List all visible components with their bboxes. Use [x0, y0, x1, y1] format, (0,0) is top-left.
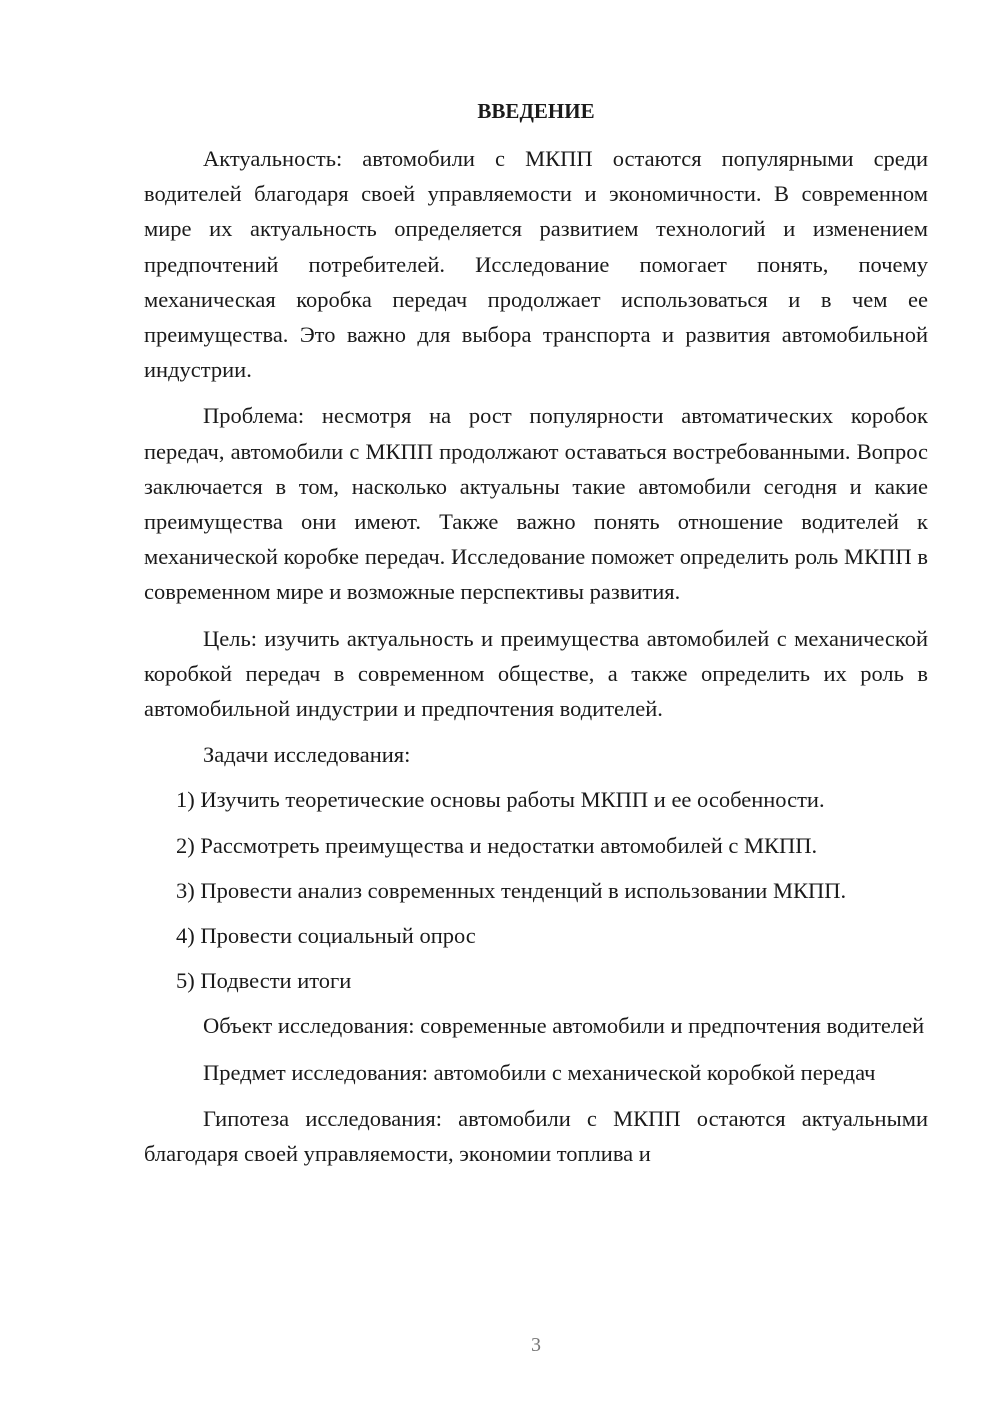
paragraph-object: Объект исследования: современные автомобили и предпочтения водителей [203, 1013, 925, 1039]
page-title: ВВЕДЕНИЕ [477, 99, 595, 123]
task-item: 4) Провести социальный опрос [176, 923, 476, 949]
task-item: 2) Рассмотреть преимущества и недостатки автомобилей с МКПП. [176, 832, 818, 858]
page-number: 3 [531, 1334, 541, 1356]
paragraph-hypothesis: Гипотеза исследования: автомобили с МКПП остаются актуальными благодаря своей управляемости, экономии топлива и [144, 1105, 928, 1167]
paragraph-relevance: Актуальность: автомобили с МКПП остаются популярными среди водителей благодаря своей управляемости и экономичности. В современном мире их актуальность определяется развитием технологий и изменением предпочтений потребителей. Исследование помогает понять, почему механическая коробка передач продолжает использоваться и в чем ее преимущества. Это важно для выбора транспорта и развития автомобильной индустрии. [144, 146, 928, 383]
task-item: 3) Провести анализ современных тенденций в использовании МКПП. [176, 877, 847, 903]
paragraph-subject: Предмет исследования: автомобили с механической коробкой передач [203, 1059, 876, 1085]
paragraph-problem: Проблема: несмотря на рост популярности автоматических коробок передач, автомобили с МКПП продолжают оставаться востребованными. Вопрос заключается в том, насколько актуальны такие автомобили сегодня и какие преимущества они имеют. Также важно понять отношение водителей к механической коробке передач. Исследование поможет определить роль МКПП в современном мире и возможные перспективы развития. [144, 403, 928, 605]
task-item: 5) Подвести итоги [176, 968, 352, 994]
page-content [144, 93, 928, 1182]
tasks-list [144, 782, 928, 998]
tasks-heading: Задачи исследования: [203, 742, 411, 768]
paragraph-goal: Цель: изучить актуальность и преимущества автомобилей с механической коробкой передач в современном обществе, а также определить их роль в автомобильной индустрии и предпочтения водителей. [144, 625, 928, 722]
task-item: 1) Изучить теоретические основы работы МКПП и ее особенности. [176, 787, 825, 813]
